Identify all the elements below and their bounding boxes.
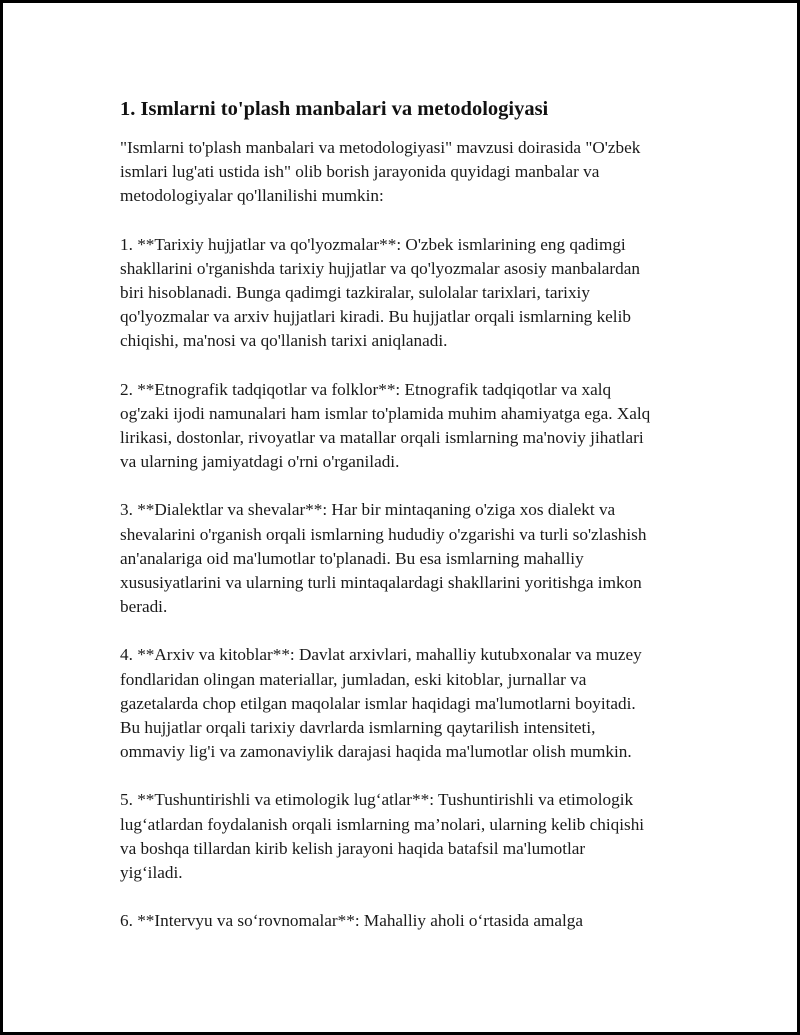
section-title: 1. Ismlarni to'plash manbalari va metodologiyasi — [120, 98, 549, 120]
list-item-1: 1. **Tarixiy hujjatlar va qo'lyozmalar**: O'zbek ismlarining eng qadimgi shakllarini o'rganishda tarixiy hujjatlar va qo'lyozmalar asosiy manbalardan biri hisoblanadi. Bunga qadimgi tazkiralar, sulolalar tarixlari, tarixiy qo'lyozmalar va arxiv hujjatlari kiradi. Bu hujjatlar orqali ismlarning kelib chiqishi, ma'nosi va qo'llanish tarixi aniqlanadi. — [120, 234, 640, 351]
list-item-2: 2. **Etnografik tadqiqotlar va folklor**: Etnografik tadqiqotlar va xalq og'zaki ijodi namunalari ham ismlar to'plamida muhim ahamiyatga ega. Xalq lirikasi, dostonlar, rivoyatlar va matallar orqali ismlarning ma'noviy jihatlari va ularning jamiyatdagi o'rni o'rganiladi. — [120, 379, 651, 472]
list-item-6: 6. **Intervyu va so‘rovnomalar**: Mahalliy aholi o‘rtasida amalga — [120, 911, 583, 931]
list-item-3: 3. **Dialektlar va shevalar**: Har bir mintaqaning o'ziga xos dialekt va shevalarini o'rganish orqali ismlarning hududiy o'zgarishi va turli so'zlashish an'analariga oid ma'lumotlar to'planadi. Bu esa ismlarning mahalliy xususiyatlarini va ularning turli mintaqalardagi shakllarini yoritishga imkon beradi. — [120, 500, 647, 617]
list-item-4: 4. **Arxiv va kitoblar**: Davlat arxivlari, mahalliy kutubxonalar va muzey fondlaridan olingan materiallar, jumladan, eski kitoblar, jurnallar va gazetalarda chop etilgan maqolalar ismlar haqidagi ma'lumotlarni boyitadi. Bu hujjatlar orqali tarixiy davrlarda ismlarning qaytarilish intensiteti, ommaviy lig'i va zamonaviylik darajasi haqida ma'lumotlar olish mumkin. — [120, 645, 642, 762]
list-item-5: 5. **Tushuntirishli va etimologik lug‘atlar**: Tushuntirishli va etimologik lug‘atlardan foydalanish orqali ismlarning ma’nolari, ularning kelib chiqishi va boshqa tillardan kirib kelish jarayoni haqida batafsil ma'lumotlar yig‘iladi. — [120, 790, 645, 883]
intro-paragraph: "Ismlarni to'plash manbalari va metodologiyasi" mavzusi doirasida "O'zbek ismlari lug'ati ustida ish" olib borish jarayonida quyidagi manbalar va metodologiyalar qo'llanilishi mumkin: — [120, 138, 641, 206]
document-body — [120, 96, 690, 957]
